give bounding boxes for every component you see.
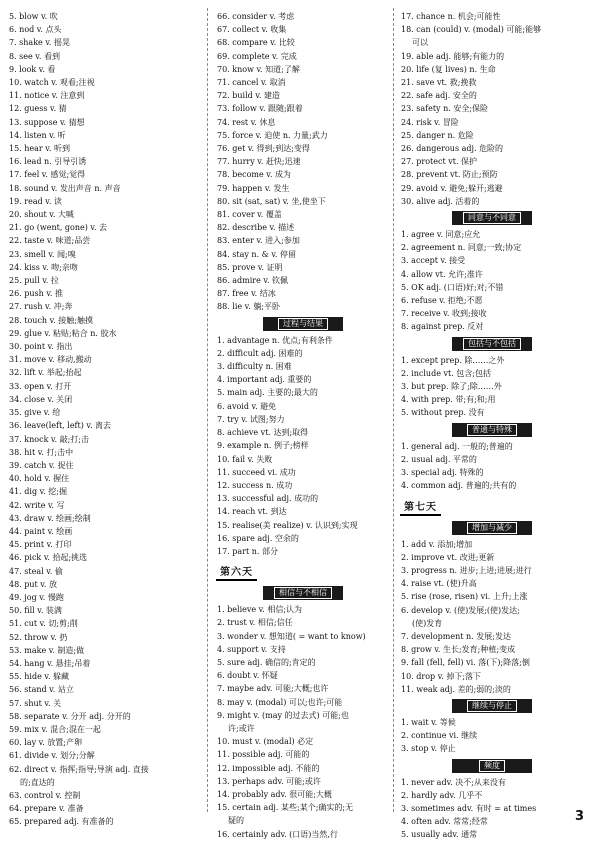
vocab-entry: 54. hang v. 悬挂;吊着 — [9, 658, 91, 668]
vocab-entry: 6. avoid v. 避免 — [217, 401, 277, 411]
vocab-entry: 81. cover v. 覆盖 — [217, 210, 282, 220]
vocab-entry: 84. stay n. & v. 停留 — [217, 249, 296, 259]
vocab-entry: 1. add v. 添加;增加 — [401, 539, 473, 549]
vocab-entry: 3. sometimes adv. 有时 = at times — [401, 803, 537, 813]
vocab-entry: 52. throw v. 扔 — [9, 632, 68, 642]
vocab-entry: 9. example n. 例子;榜样 — [217, 441, 309, 451]
vocab-entry: 11. notice v. 注意到 — [9, 91, 85, 101]
vocab-entry: 2. hardly adv. 几乎不 — [401, 790, 483, 800]
vocab-entry: 64. prepare v. 准备 — [9, 804, 84, 814]
vocab-entry: 5. main adj. 主要的;最大的 — [217, 388, 318, 398]
vocab-entry: 66. consider v. 考虑 — [217, 12, 295, 21]
vocab-entry: 6. nod v. 点头 — [9, 25, 62, 35]
vocab-entry: 27. protect vt. 保护 — [401, 157, 478, 167]
vocab-entry: 83. enter v. 进入;参加 — [217, 236, 300, 246]
vocab-entry: 57. shut v. 关 — [9, 698, 62, 708]
page-number: 3 — [574, 809, 584, 824]
vocab-entry: 3. stop v. 停止 — [401, 744, 456, 754]
vocab-entry: 11. succeed vi. 成功 — [217, 467, 296, 477]
vocab-entry: 5. rise (rose, risen) vi. 上升;上涨 — [401, 592, 528, 602]
vocab-entry: 4. important adj. 重要的 — [217, 375, 312, 385]
entry-list — [398, 440, 586, 493]
vocab-entry: 1. except prep. 除……之外 — [401, 355, 505, 365]
vocab-entry: 23. smell v. 闻;嗅 — [9, 249, 76, 259]
vocab-entry: 3. progress n. 进步;上进;进展;进行 — [401, 565, 532, 575]
vocab-entry: 13. successful adj. 成功的 — [217, 494, 319, 504]
vocab-entry: 43. draw v. 绘画;绘制 — [9, 513, 91, 523]
vocab-entry: 7. try v. 试图;努力 — [217, 414, 285, 424]
vocab-entry: 59. mix v. 混合;混在一起 — [9, 724, 101, 734]
vocab-entry: 37. knock v. 敲;打;击 — [9, 434, 89, 444]
day-heading: 第七天 — [400, 497, 441, 516]
vocab-entry: 53. make v. 制造;做 — [9, 645, 85, 655]
vocab-entry: 87. free v. 结冰 — [217, 289, 276, 299]
vocab-entry: 69. complete v. 完成 — [217, 51, 297, 61]
vocab-entry: 71. cancel v. 取消 — [217, 78, 286, 88]
column-1 — [6, 10, 206, 829]
vocab-entry: 9. look v. 看 — [9, 64, 56, 74]
vocab-entry: 5. without prep. 没有 — [401, 408, 485, 418]
vocab-entry: 39. catch v. 捉住 — [9, 460, 74, 470]
vocab-entry: 47. steal v. 偷 — [9, 566, 63, 576]
vocab-entry: 49. jog v. 慢跑 — [9, 592, 64, 602]
vocab-entry: 44. paint v. 绘画 — [9, 526, 73, 536]
vocab-entry: 20. life (复 lives) n. 生命 — [401, 64, 496, 74]
vocab-entry: 许;或许 — [228, 723, 255, 733]
vocab-entry: 21. save vt. 救;挽救 — [401, 78, 477, 88]
vocab-entry: 68. compare v. 比较 — [217, 38, 295, 48]
vocab-entry: 10. must v. (modal) 必定 — [217, 737, 314, 747]
vocab-entry: 25. pull v. 拉 — [9, 276, 59, 286]
vocab-entry: 88. lie v. 躺;平卧 — [217, 302, 281, 312]
vocab-entry: 33. open v. 打开 — [9, 381, 72, 391]
vocab-entry: 的;直达的 — [20, 777, 55, 787]
vocab-entry: 3. wonder v. 想知道( = want to know) — [217, 631, 366, 641]
day-heading: 第六天 — [216, 562, 257, 581]
vocab-entry: 3. accept v. 接受 — [401, 256, 466, 266]
vocab-entry: 10. drop v. 掉下;落下 — [401, 671, 482, 681]
vocab-entry: 8. achieve vt. 达到;取得 — [217, 428, 309, 438]
column-divider — [207, 8, 208, 812]
vocab-entry: 50. fill v. 装满 — [9, 606, 62, 616]
vocab-entry: 4. raise vt. (使)升高 — [401, 579, 477, 589]
vocab-entry: 26. dangerous adj. 危险的 — [401, 144, 504, 154]
vocab-entry: 75. force v. 迫使 n. 力量;武力 — [217, 130, 328, 140]
vocab-entry: 67. collect v. 收集 — [217, 25, 287, 35]
column-divider — [393, 8, 394, 812]
vocab-entry: 12. success n. 成功 — [217, 480, 293, 490]
section-header-general: 普通与特殊 — [452, 423, 532, 437]
entry-list — [398, 10, 586, 208]
section-header-process: 过程与结果 — [263, 317, 343, 331]
vocab-entry: 13. suppose v. 猜想 — [9, 117, 85, 127]
vocab-entry: 18. sound v. 发出声音 n. 声音 — [9, 183, 121, 193]
vocab-entry: 16. certainly adv. (口语)当然,行 — [217, 829, 338, 839]
vocab-entry: 15. hear v. 听到 — [9, 144, 70, 154]
vocab-entry: 10. watch v. 观看;注视 — [9, 78, 95, 88]
vocab-entry: 32. lift v. 举起;抬起 — [9, 368, 82, 378]
vocab-entry: 13. perhaps adv. 可能;或许 — [217, 776, 321, 786]
section-header-believe: 相信与不相信 — [263, 586, 343, 600]
vocab-entry: 74. rest v. 休息 — [217, 117, 276, 127]
vocab-entry: 58. separate v. 分开 adj. 分开的 — [9, 711, 131, 721]
vocab-entry: 11. weak adj. 差的;弱的;淡的 — [401, 684, 511, 694]
vocab-entry: 17. feel v. 感觉;觉得 — [9, 170, 86, 180]
vocab-entry: 51. cut v. 切;剪;削 — [9, 619, 78, 629]
vocab-entry: 55. hide v. 躲藏 — [9, 672, 70, 682]
vocab-entry: 4. often adv. 常常;经常 — [401, 817, 488, 827]
vocab-entry: 2. improve vt. 改进;更新 — [401, 552, 495, 562]
vocab-entry: 1. never adv. 决不;从来没有 — [401, 777, 506, 787]
vocab-entry: 42. write v. 写 — [9, 500, 65, 510]
vocab-entry: 3. but prep. 除了;除……外 — [401, 382, 502, 392]
vocab-entry: 20. shout v. 大喊 — [9, 210, 74, 220]
section-header-increase: 增加与减少 — [452, 521, 532, 535]
vocab-entry: 70. know v. 知道;了解 — [217, 64, 300, 74]
vocab-entry: 17. chance n. 机会;可能性 — [401, 12, 501, 21]
vocab-entry: 8. see v. 看到 — [9, 51, 60, 61]
vocab-entry: 8. against prep. 反对 — [401, 322, 484, 332]
entry-list — [398, 538, 586, 696]
vocab-entry: 2. agreement n. 同意;一致;协定 — [401, 243, 522, 253]
vocab-entry: 5. OK adj. (口语)好;对;不错 — [401, 282, 504, 292]
vocab-entry: 可以 — [412, 38, 428, 48]
vocab-entry: 1. general adj. 一般的;普遍的 — [401, 441, 513, 451]
vocab-entry: 48. put v. 放 — [9, 579, 57, 589]
section-header-agree: 同意与不同意 — [452, 211, 532, 225]
vocab-entry: 8. may v. (modal) 可以;也许;可能 — [217, 697, 343, 707]
entry-list — [214, 10, 392, 314]
vocab-entry: 5. blow v. 吹 — [9, 12, 58, 21]
vocab-entry: 62. direct v. 指挥;指导;导演 adj. 直接 — [9, 764, 149, 774]
vocab-entry: 19. able adj. 能够;有能力的 — [401, 51, 505, 61]
vocab-entry: 61. divide v. 划分;分解 — [9, 751, 95, 761]
entry-list — [214, 334, 392, 558]
vocab-entry: 38. hit v. 打;击中 — [9, 447, 74, 457]
vocab-entry: 41. dig v. 挖;掘 — [9, 487, 67, 497]
vocab-entry: 2. usual adj. 平常的 — [401, 454, 477, 464]
vocab-entry: 35. give v. 给 — [9, 408, 61, 418]
vocab-entry: 25. danger n. 危险 — [401, 130, 474, 140]
entry-list — [398, 354, 586, 420]
vocab-entry: 11. possible adj. 可能的 — [217, 750, 310, 760]
vocab-entry: 3. difficulty n. 困难 — [217, 362, 292, 372]
vocab-entry: 34. close v. 关闭 — [9, 394, 73, 404]
vocab-entry: 24. risk v. 冒险 — [401, 117, 459, 127]
vocab-entry: (使)发育 — [412, 618, 443, 628]
section-header-include: 包括与不包括 — [452, 337, 532, 351]
vocab-entry: 4. common adj. 普遍的;共有的 — [401, 481, 517, 491]
vocab-entry: 12. guess v. 猜 — [9, 104, 67, 114]
vocab-entry: 30. point v. 指出 — [9, 342, 73, 352]
vocab-entry: 14. probably adv. 很可能;大概 — [217, 789, 332, 799]
vocab-entry: 82. describe v. 描述 — [217, 223, 295, 233]
entry-list — [398, 776, 586, 842]
vocab-entry: 4. allow vt. 允许;准许 — [401, 269, 483, 279]
vocab-entry: 27. rush v. 冲;奔 — [9, 302, 73, 312]
vocab-entry: 16. spare adj. 空余的 — [217, 533, 299, 543]
column-2 — [214, 10, 392, 841]
vocab-entry: 19. read v. 读 — [9, 196, 62, 206]
vocab-entry: 46. pick v. 拾起;挑选 — [9, 553, 88, 563]
vocab-entry: 79. happen v. 发生 — [217, 183, 290, 193]
section-header-continue: 继续与停止 — [452, 699, 532, 713]
vocab-entry: 60. lay v. 放置;产卵 — [9, 738, 83, 748]
vocab-entry: 29. avoid v. 避免;躲开;逃避 — [401, 183, 503, 193]
vocab-entry: 72. build v. 建造 — [217, 91, 280, 101]
vocab-entry: 77. hurry v. 赶快;迅速 — [217, 157, 301, 167]
vocab-entry: 16. lead n. 引导引诱 — [9, 157, 87, 167]
vocab-entry: 73. follow v. 跟随;跟着 — [217, 104, 303, 114]
vocab-entry: 2. continue vi. 继续 — [401, 731, 478, 741]
vocab-entry: 7. receive v. 收到;接收 — [401, 309, 487, 319]
vocab-entry: 3. special adj. 特殊的 — [401, 468, 484, 478]
vocab-entry: 6. refuse v. 拒绝;不愿 — [401, 296, 483, 306]
vocab-entry: 85. prove v. 证明 — [217, 262, 283, 272]
vocab-entry: 31. move v. 移动,搬动 — [9, 355, 92, 365]
vocab-entry: 2. include vt. 包含;包括 — [401, 368, 491, 378]
vocab-entry: 86. admire v. 钦佩 — [217, 276, 289, 286]
vocab-entry: 78. become v. 成为 — [217, 170, 291, 180]
vocab-entry: 7. shake v. 摇晃 — [9, 38, 70, 48]
vocab-entry: 4. with prep. 带;有;和;用 — [401, 395, 496, 405]
vocab-entry: 56. stand v. 站立 — [9, 685, 74, 695]
vocab-entry: 22. safe adj. 安全的 — [401, 91, 477, 101]
vocab-entry: 24. kiss v. 吻;亲吻 — [9, 262, 78, 272]
vocab-entry: 9. fall (fell, fell) vi. 落(下);降落;倒 — [401, 658, 530, 668]
vocab-entry: 4. support v. 支持 — [217, 644, 286, 654]
entry-list — [214, 603, 392, 841]
vocab-entry: 17. part n. 部分 — [217, 546, 278, 556]
vocab-entry: 40. hold v. 握住 — [9, 474, 70, 484]
vocab-entry: 23. safety n. 安全;保险 — [401, 104, 489, 114]
vocab-entry: 65. prepared adj. 有准备的 — [9, 817, 114, 827]
vocab-entry: 22. taste v. 味道;品尝 — [9, 236, 91, 246]
vocab-entry: 30. alive adj. 活着的 — [401, 196, 480, 206]
vocab-entry: 28. prevent vt. 防止;预防 — [401, 170, 498, 180]
section-header-frequency: 频度 — [452, 759, 532, 773]
vocab-entry: 18. can (could) v. (modal) 可能;能够 — [401, 25, 542, 35]
vocab-entry: 1. believe v. 相信;认为 — [217, 605, 303, 615]
vocab-entry: 6. develop v. (使)发展;(使)发达; — [401, 605, 520, 615]
vocab-entry: 21. go (went, gone) v. 去 — [9, 223, 108, 233]
vocab-entry: 5. sure adj. 确信的;肯定的 — [217, 657, 316, 667]
vocab-entry: 76. get v. 得到;到达;变得 — [217, 144, 310, 154]
entry-list — [398, 716, 586, 756]
vocab-entry: 5. usually adv. 通常 — [401, 830, 478, 840]
vocab-entry: 7. maybe adv. 可能;大概;也许 — [217, 684, 329, 694]
vocab-entry: 29. glue v. 粘贴;粘合 n. 胶水 — [9, 328, 117, 338]
vocab-entry: 36. leave(left, left) v. 离去 — [9, 421, 112, 431]
vocab-entry: 12. impossible adj. 不能的 — [217, 763, 320, 773]
vocab-entry: 10. fail v. 失败 — [217, 454, 273, 464]
vocab-entry: 1. wait v. 等候 — [401, 717, 456, 727]
vocab-entry: 6. doubt v. 怀疑 — [217, 671, 278, 681]
vocab-entry: 9. might v. (may 的过去式) 可能;也 — [217, 710, 349, 720]
vocab-entry: 1. advantage n. 优点;有利条件 — [217, 335, 333, 345]
vocab-entry: 15. realise(美 realize) v. 认识到;实现 — [217, 520, 358, 530]
vocab-entry: 63. control v. 控制 — [9, 790, 81, 800]
vocab-entry: 1. agree v. 同意;应允 — [401, 230, 481, 240]
vocab-entry: 2. difficult adj. 困难的 — [217, 348, 303, 358]
vocab-entry: 7. development n. 发展;发达 — [401, 631, 511, 641]
vocab-entry: 45. print v. 打印 — [9, 540, 72, 550]
vocab-entry: 14. reach vt. 到达 — [217, 507, 287, 517]
vocab-entry: 15. certain adj. 某些;某个;确实的;无 — [217, 803, 354, 813]
vocab-entry: 8. grow v. 生长;发育;种植;变成 — [401, 645, 516, 655]
entry-list — [398, 228, 586, 334]
column-3 — [398, 10, 586, 842]
vocab-entry: 14. listen v. 听 — [9, 130, 66, 140]
vocab-entry: 80. sit (sat, sat) v. 坐,使坐下 — [217, 196, 326, 206]
vocab-entry: 2. trust v. 相信;信任 — [217, 618, 293, 628]
vocab-entry: 28. touch v. 接触;触摸 — [9, 315, 93, 325]
vocab-entry: 疑的 — [228, 816, 244, 826]
vocab-entry: 26. push v. 推 — [9, 289, 63, 299]
